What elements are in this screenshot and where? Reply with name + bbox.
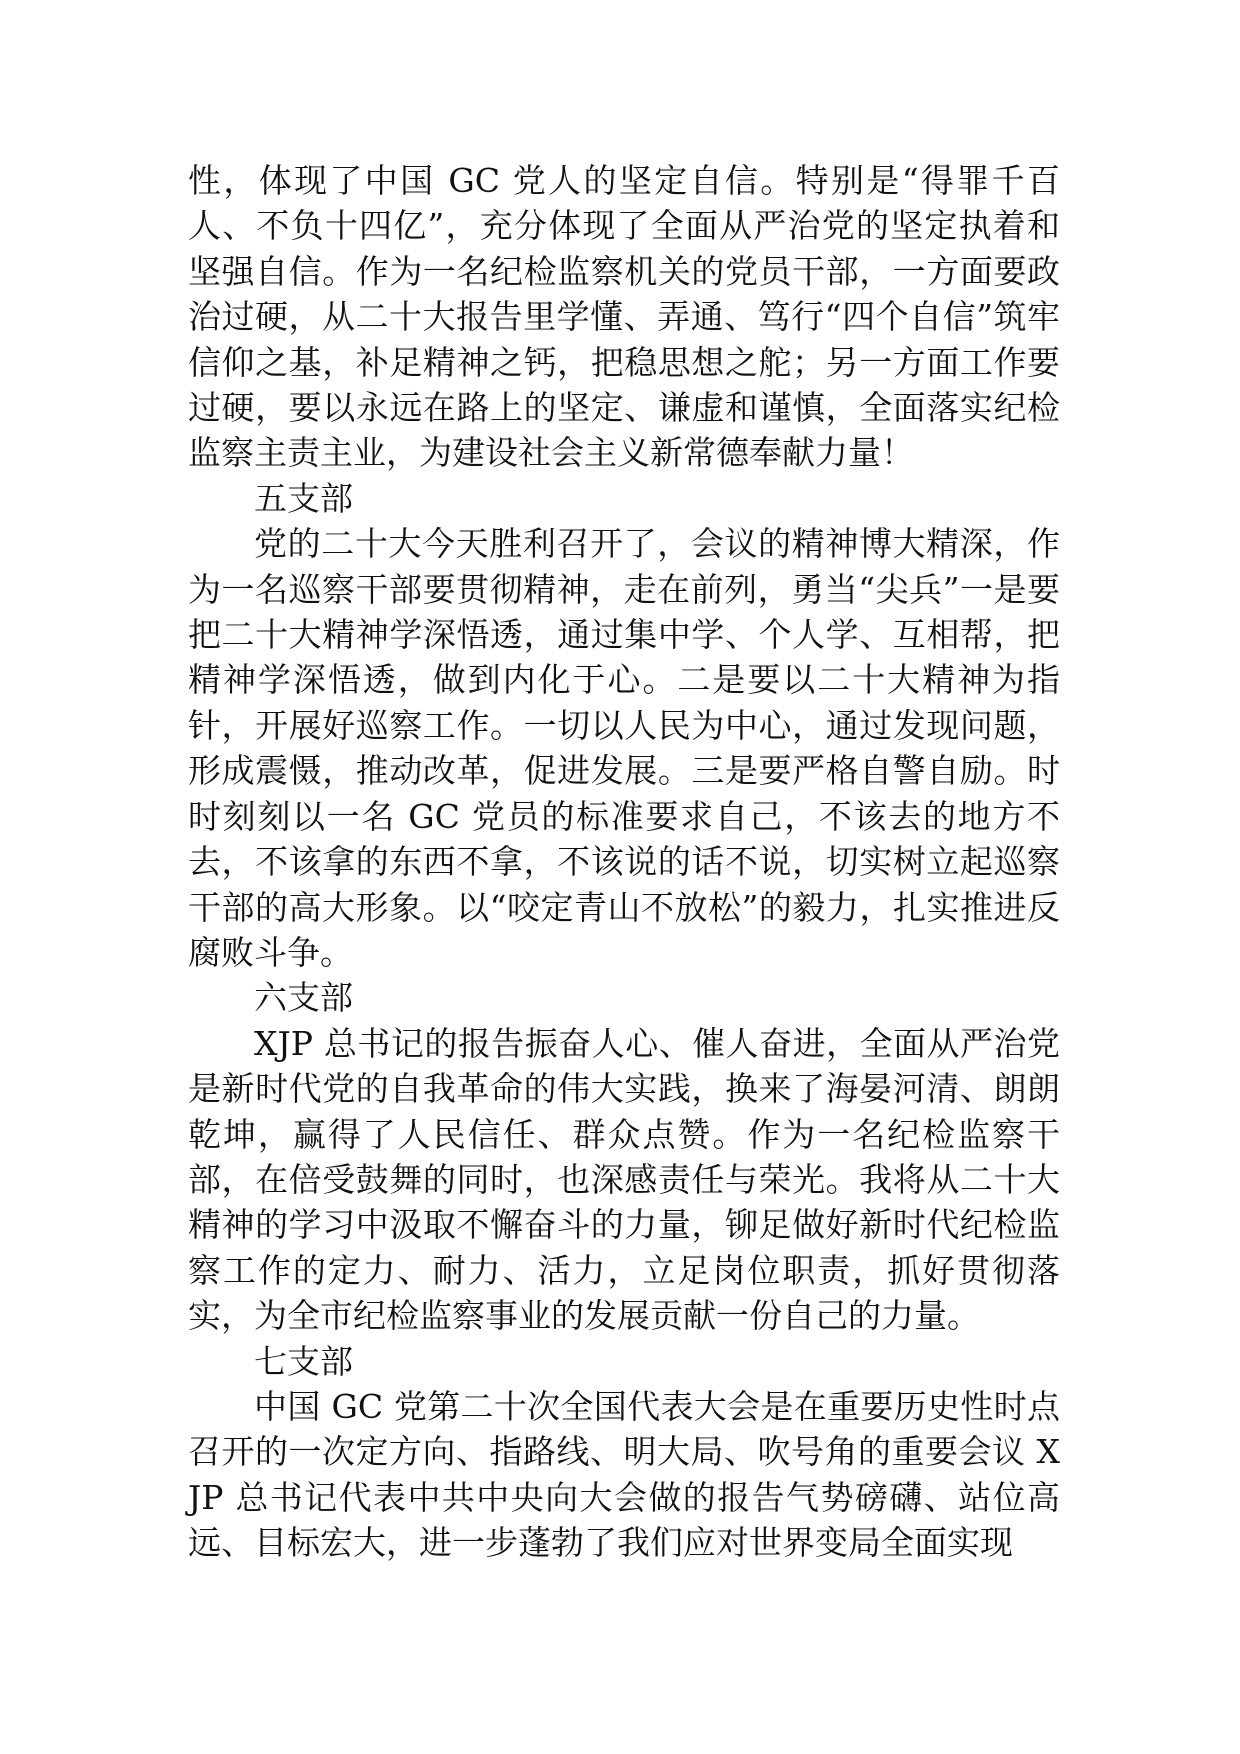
section-heading-branch-6: 六支部 (254, 978, 353, 1018)
section-heading-branch-5: 五支部 (254, 478, 353, 518)
paragraph-branch-6: XJP 总书记的报告振奋人心、催人奋进，全面从严治党是新时代党的自我革命的伟大实践，换来了海晏河清、朗朗乾坤，赢得了人民信任、群众点赞。作为一名纪检监察干部，在倍受鼓舞的同时，也深感责任与荣光。我将从二十大精神的学习中汲取不懈奋斗的力量，铆足做好新时代纪检监察工作的定力、耐力、活力，立足岗位职责，抓好贯彻落实，为全市纪检监察事业的发展贡献一份自己的力量。 (188, 1023, 1060, 1336)
paragraph-branch-7: 中国 GC 党第二十次全国代表大会是在重要历史性时点召开的一次定方向、指路线、明大局、吹号角的重要会议 XJP 总书记代表中共中央向大会做的报告气势磅礴、站位高远、目标宏大，进一步蓬勃了我们应对世界变局全面实现 (188, 1386, 1060, 1563)
paragraph-branch-5: 党的二十大今天胜利召开了，会议的精神博大精深，作为一名巡察干部要贯彻精神，走在前列，勇当“尖兵”一是要把二十大精神学深悟透，通过集中学、个人学、互相帮，把精神学深悟透，做到内化于心。二是要以二十大精神为指针，开展好巡察工作。一切以人民为中心，通过发现问题，形成震慑，推动改革，促进发展。三是要严格自警自励。时时刻刻以一名 GC 党员的标准要求自己，不该去的地方不去，不该拿的东西不拿，不该说的话不说，切实树立起巡察干部的高大形象。以“咬定青山不放松”的毅力，扎实推进反腐败斗争。 (188, 524, 1060, 972)
paragraph-continued: 性，体现了中国 GC 党人的坚定自信。特别是“得罪千百人、不负十四亿”，充分体现了全面从严治党的坚定执着和坚强自信。作为一名纪检监察机关的党员干部，一方面要政治过硬，从二十大报告里学懂、弄通、笃行“四个自信”筑牢信仰之基，补足精神之钙，把稳思想之舵；另一方面工作要过硬，要以永远在路上的坚定、谦虚和谨慎，全面落实纪检监察主责主业，为建设社会主义新常德奉献力量！ (188, 161, 1060, 473)
document-page (188, 158, 1060, 1566)
section-heading-branch-7: 七支部 (254, 1341, 353, 1381)
